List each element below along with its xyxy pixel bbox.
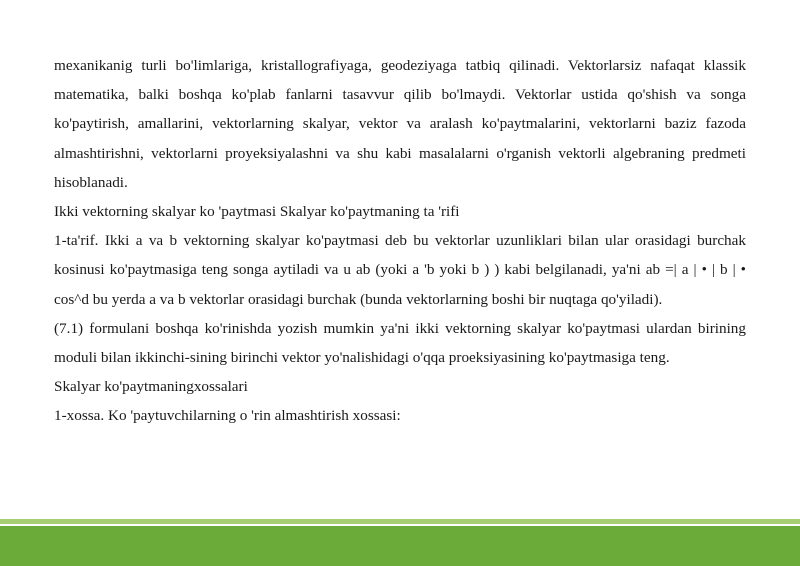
paragraph-definition: 1-ta'rif. Ikki a va b vektorning skalyar ko'paytmasi deb bu vektorlar uzunliklari bilan ular orasidagi burchak kosinusi ko'paytmasiga teng songa aytiladi va u ab (yoki a 'b yoki b ) ) kabi belgilanadi, ya'ni ab =| a | • | b | • cos^d bu yerda a va b vektorlar orasidagi burchak (bunda vektorlarning boshi bir nuqtaga qo'yiladi). [54, 232, 746, 308]
footer-bar [0, 526, 800, 566]
paragraph-intro: mexanikanig turli bo'limlariga, kristallografiyaga, geodeziyaga tatbiq qilinadi. Vektorlarsiz nafaqat klassik matematika, balki boshqa ko'plab fanlarni tasavvur qilib bo'lmaydi. Vektorlar ustida qo'shish va songa ko'paytirish, amallarini, vektorlarning skalyar, vektor va aralash ko'paytmalarini, vektorlarni baziz fazoda almashtirishni, vektorlarni proyeksiyalashni va shu kabi masalalarni o'rganish vektorli algebraning predmeti hisoblanadi. [54, 57, 746, 191]
document-body [54, 51, 746, 431]
section-heading-scalar-product: Ikki vektorning skalyar ko 'paytmasi Skalyar ko'paytmaning ta 'rifi [54, 203, 460, 221]
section-heading-properties: Skalyar ko'paytmaningxossalari [54, 378, 248, 396]
paragraph-formula: (7.1) formulani boshqa ko'rinishda yozish mumkin ya'ni ikki vektorning skalyar ko'paytmasi ulardan birining moduli bilan ikkinchi-sining birinchi vektor yo'nalishidagi o'qqa proeksiyasining ko'paytmasiga teng. [54, 319, 746, 367]
footer-accent-line [0, 519, 800, 524]
property-1: 1-xossa. Ko 'paytuvchilarning o 'rin almashtirish xossasi: [54, 407, 401, 425]
